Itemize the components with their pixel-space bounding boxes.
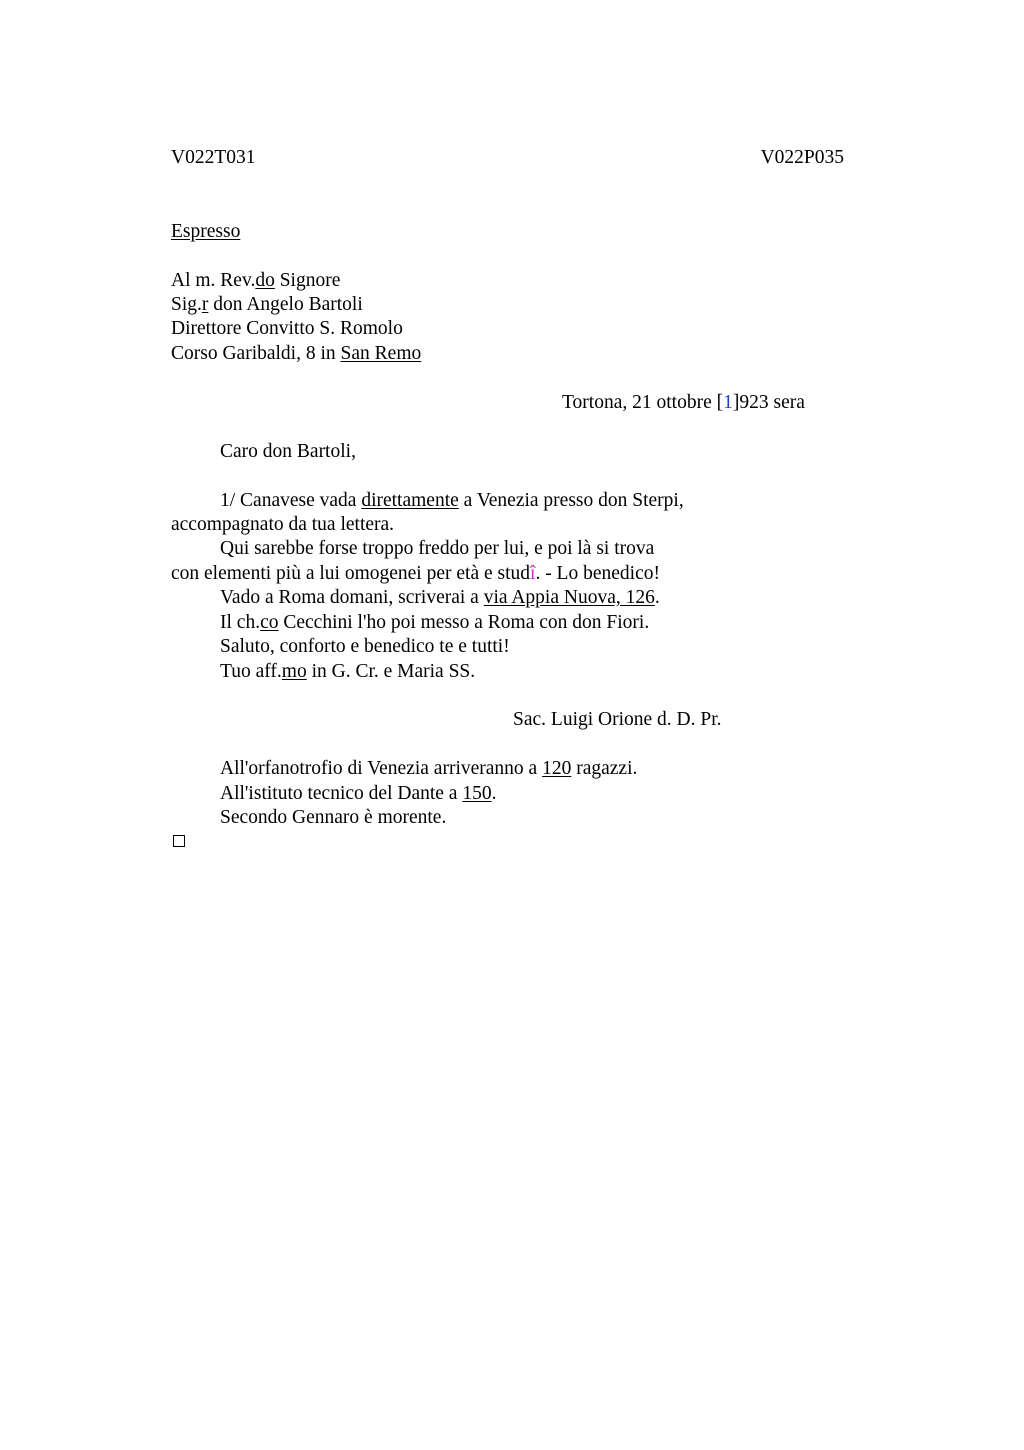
body-p4-abbrev: co bbox=[260, 612, 279, 633]
closing-line bbox=[220, 660, 475, 684]
date-pre: Tortona, 21 ottobre [ bbox=[562, 392, 724, 413]
closing-post: in G. Cr. e Maria SS. bbox=[306, 661, 476, 682]
address-line-2-post: don Angelo Bartoli bbox=[208, 294, 363, 315]
address-line-2-pre: Sig. bbox=[171, 294, 202, 315]
body-paragraph-2-cont bbox=[171, 562, 660, 586]
address-line-3: Direttore Convitto S. Romolo bbox=[171, 318, 403, 339]
address-line-4 bbox=[171, 342, 421, 366]
address-line-2 bbox=[171, 293, 363, 317]
ps1-post: ragazzi. bbox=[571, 758, 638, 779]
body-p3-pre: Vado a Roma domani, scriverai a bbox=[220, 587, 484, 608]
date-editorial-digit: 1 bbox=[723, 392, 733, 413]
ps1-number: 120 bbox=[542, 758, 572, 779]
body-paragraph-1-cont: accompagnato da tua lettera. bbox=[171, 514, 395, 535]
body-p3-address: via Appia Nuova, 126 bbox=[483, 587, 655, 608]
body-p4-pre: Il ch. bbox=[220, 612, 261, 633]
letter-date bbox=[562, 391, 805, 415]
postscript-line-1 bbox=[220, 757, 637, 781]
address-line-1-abbrev: do bbox=[255, 270, 275, 291]
body-paragraph-1 bbox=[220, 489, 684, 513]
address-line-1-post: Signore bbox=[274, 270, 341, 291]
closing-pre: Tuo aff. bbox=[220, 661, 282, 682]
ps2-number: 150 bbox=[462, 783, 492, 804]
address-line-1-pre: Al m. Rev. bbox=[171, 270, 256, 291]
body-paragraph-4 bbox=[220, 611, 649, 635]
body-p1-emphasis: direttamente bbox=[361, 490, 459, 511]
ps1-pre: All'orfanotrofio di Venezia arriveranno a bbox=[220, 758, 543, 779]
body-p1-post: a Venezia presso don Sterpi, bbox=[458, 490, 684, 511]
date-post: ]923 sera bbox=[732, 392, 805, 413]
postscript-line-2 bbox=[220, 782, 496, 806]
body-p2-editorial-mark: î bbox=[530, 563, 536, 584]
body-p3-post: . bbox=[654, 587, 660, 608]
body-paragraph-3 bbox=[220, 586, 660, 610]
address-city: San Remo bbox=[340, 343, 422, 364]
body-paragraph-2: Qui sarebbe forse troppo freddo per lui, e poi là si trova bbox=[220, 538, 655, 559]
body-p4-post: Cecchini l'ho poi messo a Roma con don Fiori. bbox=[278, 612, 650, 633]
closing-abbrev: mo bbox=[281, 661, 307, 682]
address-line-2-abbrev: r bbox=[201, 294, 209, 315]
body-p2-cont-post: . - Lo benedico! bbox=[535, 563, 660, 584]
document-code-left: V022T031 bbox=[171, 147, 256, 168]
end-marker-square-icon bbox=[173, 835, 185, 847]
postscript-line-3: Secondo Gennaro è morente. bbox=[220, 807, 447, 828]
address-line-1 bbox=[171, 269, 340, 293]
body-p1-pre: 1/ Canavese vada bbox=[220, 490, 362, 511]
body-p2-cont-pre: con elementi più a lui omogenei per età e stud bbox=[171, 563, 531, 584]
signature: Sac. Luigi Orione d. D. Pr. bbox=[513, 709, 722, 730]
document-code-right: V022P035 bbox=[760, 147, 844, 168]
espresso-label: Espresso bbox=[171, 221, 241, 242]
address-line-4-pre: Corso Garibaldi, 8 in bbox=[171, 343, 341, 364]
body-paragraph-5: Saluto, conforto e benedico te e tutti! bbox=[220, 636, 510, 657]
ps2-post: . bbox=[491, 783, 497, 804]
ps2-pre: All'istituto tecnico del Dante a bbox=[220, 783, 463, 804]
salutation: Caro don Bartoli, bbox=[220, 441, 356, 462]
